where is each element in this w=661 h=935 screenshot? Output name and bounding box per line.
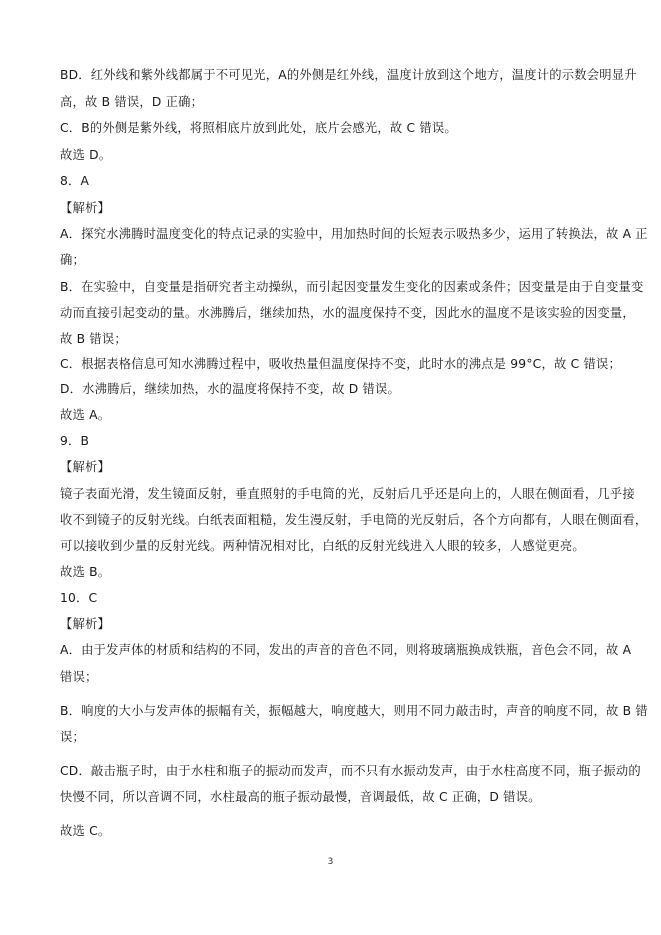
text-line: C．根据表格信息可知水沸腾过程中，吸收热量但温度保持不变，此时水的沸点是 99°C，故 C 错误；	[60, 357, 621, 371]
text-line: 故选 A。	[60, 408, 111, 422]
text-line: 镜子表面光滑，发生镜面反射，垂直照射的手电筒的光，反射后几乎还是向上的，人眼在侧面看，几乎接	[60, 487, 635, 501]
text-line: 快慢不同，所以音调不同，水柱最高的瓶子振动最慢，音调最低，故 C 正确，D 错误。	[60, 790, 541, 804]
text-line: 可以接收到少量的反射光线。两种情况相对比，白纸的反射光线进入人眼的较多，人感觉更亮。	[60, 539, 585, 553]
text-line: 误；	[60, 730, 85, 744]
text-line: CD．敲击瓶子时，由于水柱和瓶子的振动而发声，而不只有水振动发声，由于水柱高度不同，瓶子振动的	[60, 764, 641, 778]
page-number: 3	[327, 857, 334, 867]
analysis-heading: 【解析】	[60, 617, 110, 631]
analysis-heading: 【解析】	[60, 201, 110, 215]
question-number: 10．C	[60, 591, 98, 605]
text-line: A．探究水沸腾时温度变化的特点记录的实验中，用加热时间的长短表示吸热多少，运用了转换法，故 A 正	[60, 227, 648, 241]
text-line: 高，故 B 错误，D 正确；	[60, 95, 204, 109]
text-line: 确；	[60, 253, 85, 267]
text-line: B．在实验中，自变量是指研究者主动操纵，而引起因变量发生变化的因素或条件；因变量是由于自变量变	[60, 280, 644, 294]
question-number: 8．A	[60, 174, 90, 188]
text-line: 动而直接引起变动的量。水沸腾后，继续加热，水的温度保持不变，因此水的温度不是该实验的因变量，	[60, 306, 635, 320]
text-line: D．水沸腾后，继续加热，水的温度将保持不变，故 D 错误。	[60, 382, 400, 396]
text-line: C．B的外侧是紫外线，将照相底片放到此处，底片会感光，故 C 错误。	[60, 121, 457, 135]
question-number: 9．B	[60, 434, 90, 448]
text-line: 故 B 错误；	[60, 332, 127, 346]
text-line: 错误；	[60, 670, 98, 684]
text-line: 故选 B。	[60, 565, 111, 579]
text-line: 收不到镜子的反射光线。白纸表面粗糙，发生漫反射，手电筒的光反射后，各个方向都有，人眼在侧面看，	[60, 513, 648, 527]
text-line: BD．红外线和紫外线都属于不可见光，A的外侧是红外线，温度计放到这个地方，温度计的示数会明显升	[60, 68, 637, 82]
text-line: B．响度的大小与发声体的振幅有关，振幅越大，响度越大，则用不同力敲击时，声音的响度不同，故 B 错	[60, 704, 648, 718]
text-line: 故选 D。	[60, 148, 112, 162]
text-line: A．由于发声体的材质和结构的不同，发出的声音的音色不同，则将玻璃瓶换成铁瓶，音色会不同，故 A	[60, 643, 632, 657]
text-line: 故选 C。	[60, 824, 111, 838]
analysis-heading: 【解析】	[60, 460, 110, 474]
